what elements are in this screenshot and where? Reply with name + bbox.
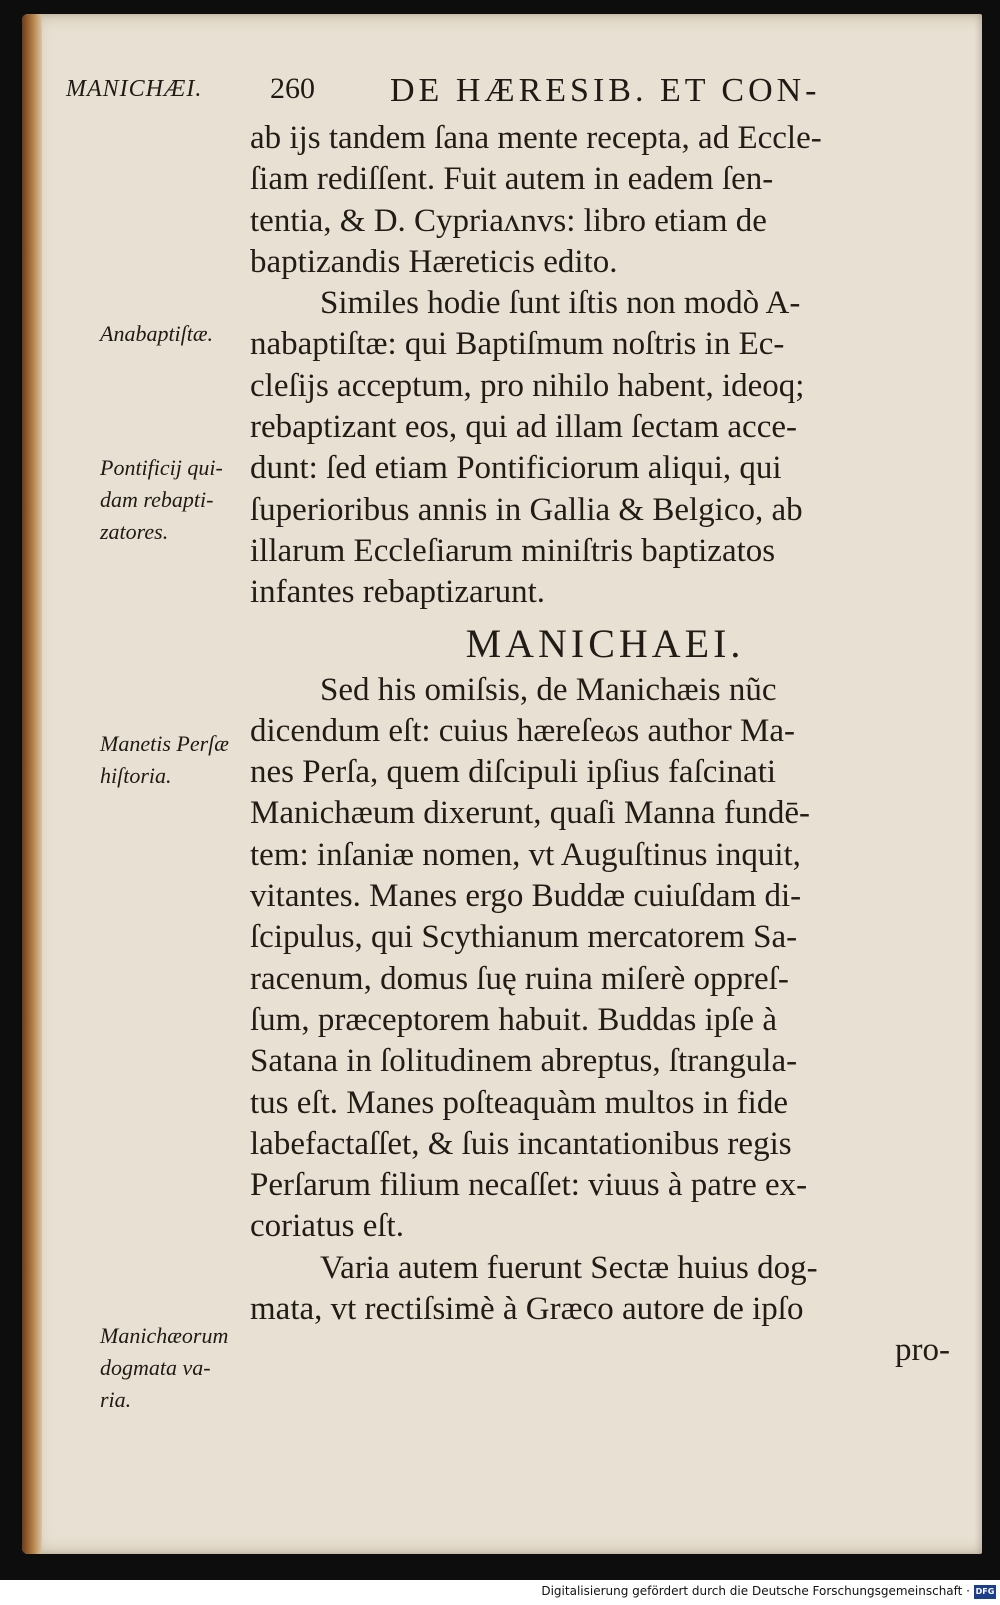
text-line: tem: inſaniæ nomen, vt Auguſtinus inquit, xyxy=(250,836,801,873)
text-line: illarum Eccleſiarum miniſtris baptizatos xyxy=(250,532,776,569)
text-line: Similes hodie ſunt iſtis non modò A- xyxy=(320,285,801,322)
margin-note-line: dogmata va- xyxy=(100,1355,211,1380)
text-line: Perſarum filium necaſſet: viuus à patre ex- xyxy=(250,1167,808,1204)
text-line: baptizandis Hæreticis edito. xyxy=(250,243,618,280)
margin-note-line: Manichæorum xyxy=(100,1323,229,1348)
margin-note-anabaptistae xyxy=(100,318,260,350)
text-line: mata, vt rectiſsimè à Græco autore de ipſo xyxy=(250,1291,804,1328)
running-title: DE HÆRESIB. ET CON- xyxy=(390,72,821,109)
page-edge xyxy=(22,14,42,1554)
text-line: tus eſt. Manes poſteaquàm multos in fide xyxy=(250,1084,788,1121)
text-line: rebaptizant eos, qui ad illam ſectam acce- xyxy=(250,409,797,446)
text-line: racenum, domus ſuę ruina miſerè oppreſ- xyxy=(250,960,789,997)
text-line: vitantes. Manes ergo Buddæ cuiuſdam di- xyxy=(250,878,802,915)
margin-note-line: dam rebapti- xyxy=(100,487,214,512)
margin-note-line: Anabaptiſtæ. xyxy=(100,321,214,346)
text-line: ſiam rediſſent. Fuit autem in eadem ſen- xyxy=(250,161,774,198)
dfg-logo: DFG xyxy=(974,1585,996,1599)
text-line: Manichæum dixerunt, quaſi Manna fundē- xyxy=(250,795,810,832)
text-line: dunt: ſed etiam Pontificiorum aliqui, qui xyxy=(250,450,782,487)
text-line: Satana in ſolitudinem abreptus, ſtrangula- xyxy=(250,1043,798,1080)
margin-note-line: Manetis Perſæ xyxy=(100,731,229,756)
text-line: Varia autem fuerunt Sectæ huius dog- xyxy=(320,1249,818,1286)
margin-note-line: Pontificij qui- xyxy=(100,455,223,480)
footer-credit: Digitalisierung gefördert durch die Deutsche Forschungsgemeinschaft · xyxy=(541,1584,970,1598)
margin-note-pontificij xyxy=(100,452,260,548)
text-line: dicendum eſt: cuius hæreſeωs author Ma- xyxy=(250,712,795,749)
text-line: nabaptiſtæ: qui Baptiſmum noſtris in Ec- xyxy=(250,326,785,363)
margin-note-line: ria. xyxy=(100,1387,132,1412)
text-line: ſcipulus, qui Scythianum mercatorem Sa- xyxy=(250,919,798,956)
text-line: labefactaſſet, & ſuis incantationibus regis xyxy=(250,1125,792,1162)
page-header xyxy=(60,72,940,112)
text-line: tentia, & D. Cypriaʌnvs: libro etiam de xyxy=(250,202,767,239)
main-text xyxy=(250,118,960,1372)
section-heading: MANICHAEI. xyxy=(465,620,745,666)
text-line: infantes rebaptizarunt. xyxy=(250,574,546,611)
page-number: 260 xyxy=(270,72,315,105)
text-line: coriatus eſt. xyxy=(250,1208,404,1245)
margin-note-manichaeorum xyxy=(100,1320,260,1416)
header-margin-title: MANICHÆI. xyxy=(66,76,203,102)
margin-note-manetis xyxy=(100,728,260,792)
text-line: ab ijs tandem ſana mente recepta, ad Eccle- xyxy=(250,120,822,156)
text-line: cleſijs acceptum, pro nihilo habent, ideoq; xyxy=(250,367,805,404)
margin-note-line: hiſtoria. xyxy=(100,763,172,788)
catchword: pro- xyxy=(895,1332,950,1369)
text-line: Sed his omiſsis, de Manichæis nũc xyxy=(320,671,777,708)
margin-note-line: zatores. xyxy=(100,519,169,544)
text-line: ſuperioribus annis in Gallia & Belgico, ab xyxy=(250,491,803,528)
footer-bar xyxy=(0,1580,1000,1605)
text-line: nes Perſa, quem diſcipuli ipſius faſcinati xyxy=(250,754,777,791)
text-line: ſum, præceptorem habuit. Buddas ipſe à xyxy=(250,1001,777,1038)
